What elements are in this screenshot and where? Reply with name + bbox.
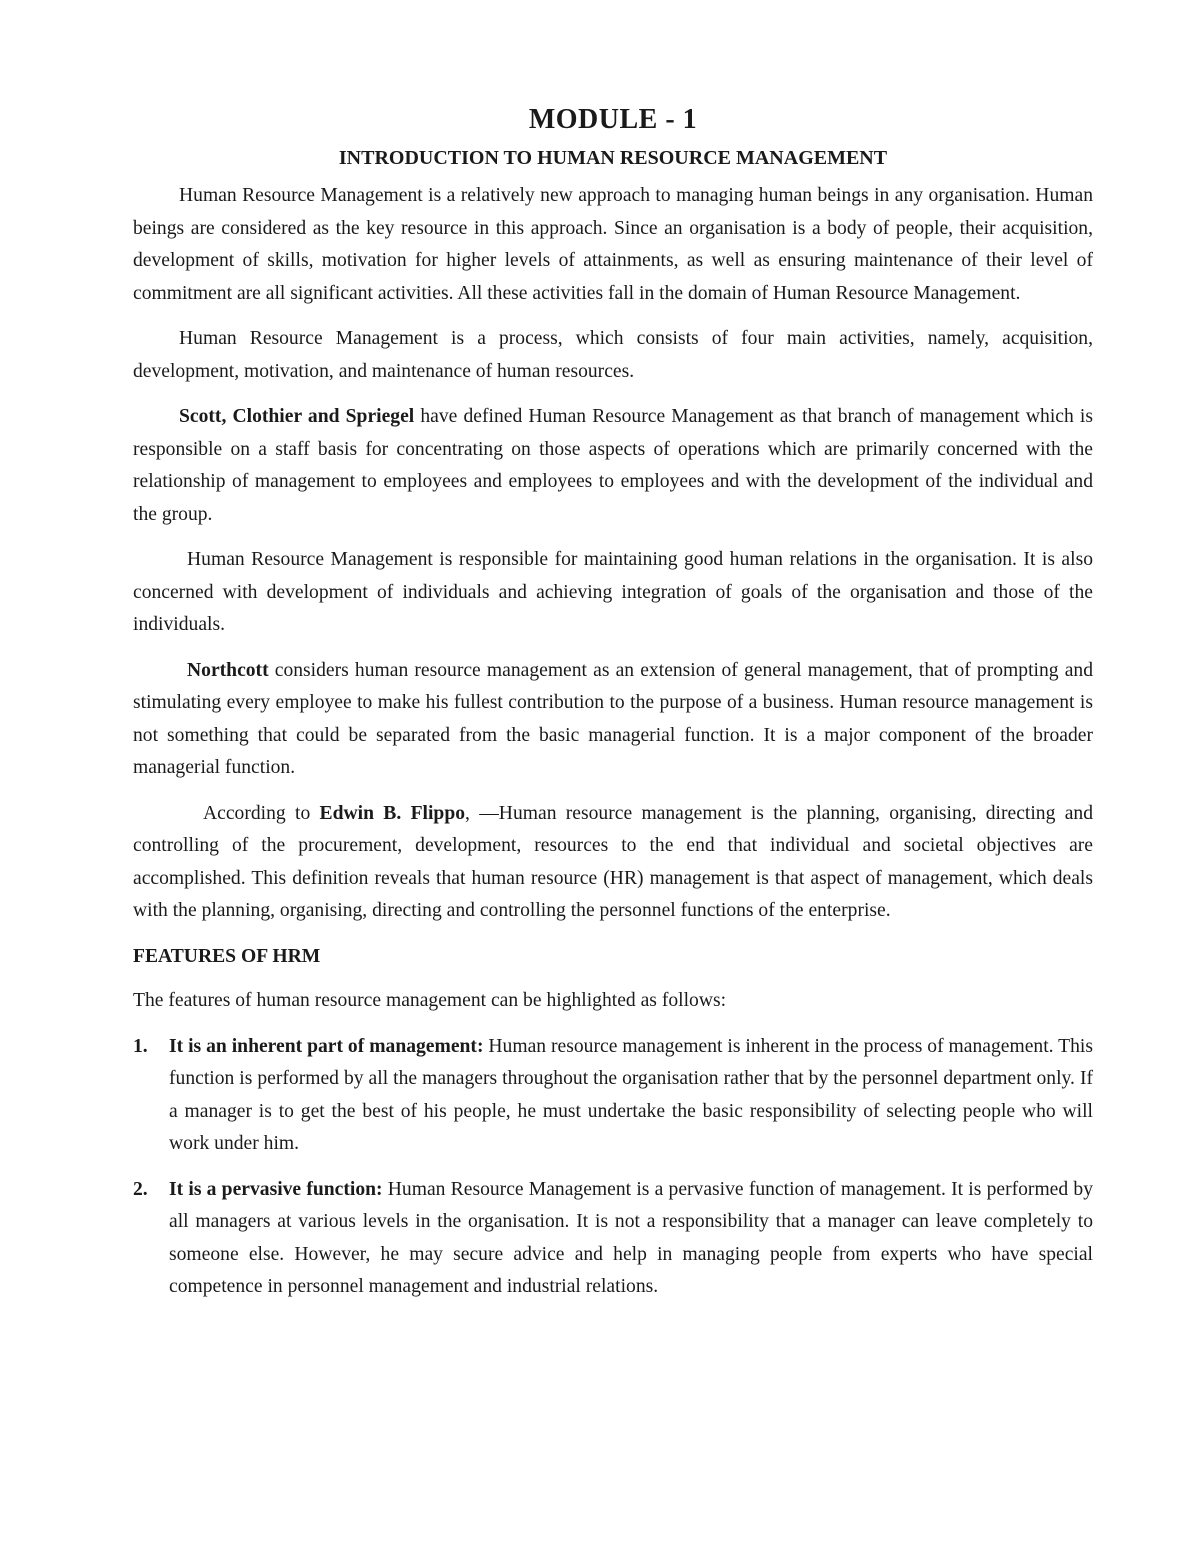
paragraph-scott-definition <box>133 401 1093 531</box>
list-item-body <box>169 1031 1093 1161</box>
paragraph-northcott-text: considers human resource management as an extension of general management, that of prompting and stimulating every employee to make his fullest contribution to the purpose of a business. Human resource management is not something that could be separated from the basic managerial function. It is a major component of the broader managerial function. <box>133 659 1093 778</box>
paragraph-flippo-text: , —Human resource management is the planning, organising, directing and controlling of the procurement, development, resources to the end that individual and societal objectives are accomplished. This definition reveals that human resource (HR) management is that aspect of management, which deals with the planning, organising, directing and controlling the personnel functions of the enterprise. <box>133 802 1093 921</box>
list-item-number: 1. <box>133 1035 148 1057</box>
author-edwin-flippo: Edwin B. Flippo <box>319 802 466 824</box>
author-northcott: Northcott <box>187 659 269 681</box>
features-heading: FEATURES OF HRM <box>133 945 321 967</box>
author-scott-clothier-spriegel: Scott, Clothier and Spriegel <box>179 406 415 427</box>
document-title: INTRODUCTION TO HUMAN RESOURCE MANAGEMENT <box>338 147 888 169</box>
features-intro: The features of human resource management can be highlighted as follows: <box>133 990 727 1011</box>
list-item-body <box>169 1174 1093 1304</box>
paragraph-flippo-prefix: According to <box>203 802 320 824</box>
list-item-text: Human resource management is inherent in the process of management. This function is performed by all the managers throughout the organisation rather that by the personnel department only. If a manager is to get the best of his people, he must undertake the basic responsibility of selecting people who will work under him. <box>169 1035 1093 1154</box>
list-item-title: It is an inherent part of management: <box>169 1035 484 1057</box>
module-title: MODULE - 1 <box>528 104 698 135</box>
paragraph-intro: Human Resource Management is a relatively new approach to managing human beings in any organisation. Human beings are considered as the key resource in this approach. Since an organisation is a body of people, their acquisition, development of skills, motivation for higher levels of attainments, as well as ensuring maintenance of their level of commitment are all significant activities. All these activities fall in the domain of Human Resource Management. <box>133 185 1093 304</box>
list-item-text: Human Resource Management is a pervasive function of management. It is performed by all managers at various levels in the organisation. It is not a responsibility that a manager can leave completely to someone else. However, he may secure advice and help in managing people from experts who have special competence in personnel management and industrial relations. <box>169 1178 1093 1297</box>
paragraph-process: Human Resource Management is a process, which consists of four main activities, namely, acquisition, development, motivation, and maintenance of human resources. <box>133 328 1093 382</box>
paragraph-scott-text: have defined Human Resource Management as that branch of management which is responsible on a staff basis for concentrating on those aspects of operations which are primarily concerned with the relationship of management to employees and employees to employees and with the development of the individual and the group. <box>133 406 1093 525</box>
features-list <box>133 1031 1093 1304</box>
list-item-number: 2. <box>133 1178 148 1200</box>
paragraph-flippo-definition <box>133 798 1093 928</box>
list-item <box>133 1174 1093 1304</box>
paragraph-northcott-definition <box>133 655 1093 785</box>
list-item-title: It is a pervasive function: <box>169 1178 383 1200</box>
document-page <box>133 100 1093 1317</box>
paragraph-human-relations: Human Resource Management is responsible for maintaining good human relations in the organisation. It is also concerned with development of individuals and achieving integration of goals of the organisation and those of the individuals. <box>133 549 1093 635</box>
list-item <box>133 1031 1093 1161</box>
